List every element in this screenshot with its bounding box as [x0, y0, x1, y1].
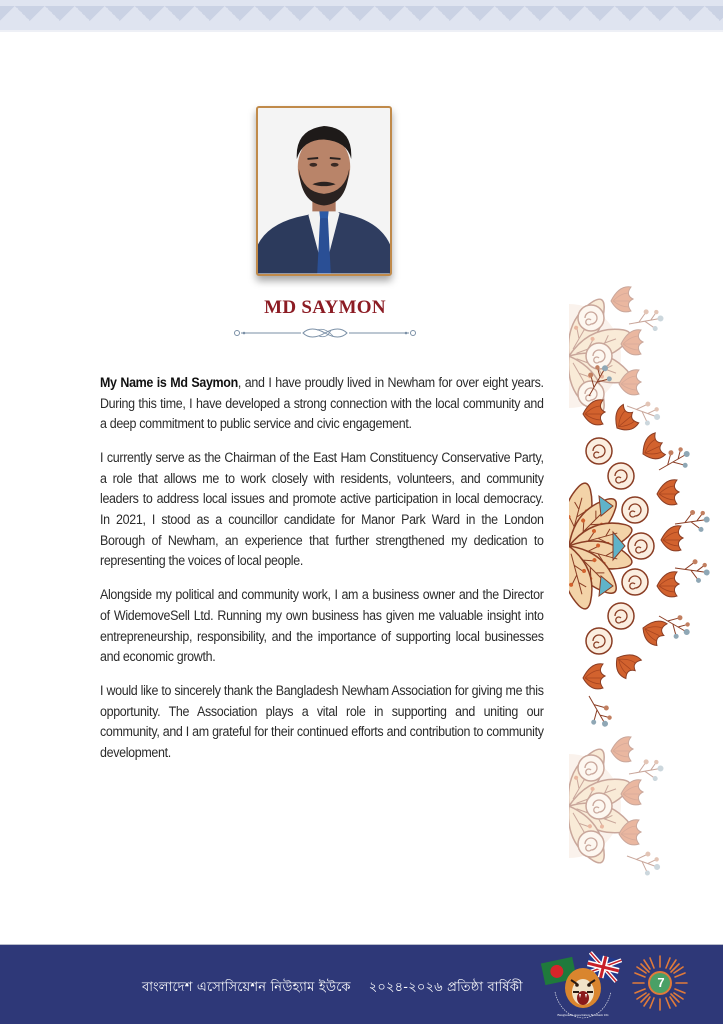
logo-ring-text: Bangladesh Association Newham UK [557, 1013, 609, 1017]
divider-ornament-icon [231, 324, 419, 342]
association-logo-icon [541, 950, 625, 1020]
intro-bold-lead: My Name is Md Saymon [100, 375, 238, 390]
biography-text [100, 373, 544, 777]
intro-text: , and I have proudly lived in Newham for over eight years. During this time, I have developed a strong connection with the local community and a deep commitment to public service and civic engagement. [100, 375, 544, 432]
top-decorative-band [0, 0, 723, 32]
footer-bar [0, 944, 723, 1024]
paragraph-chairman: I currently serve as the Chairman of the East Ham Constituency Conservative Party, a role that allows me to work closely with residents, volunteers, and community leaders to address local issues and promote active participation in local democracy. In 2021, I stood as a councillor candidate for Manor Park Ward in the London Borough of Newham, an experience that further strengthened my dedication to representing the voices of local people. [100, 450, 544, 569]
mandala-decoration-icon [569, 276, 723, 888]
paragraph-business: Alongside my political and community work, I am a business owner and the Director of WidemoveSell Ltd. Running my own business has given me valuable insight into entrepreneurship, responsibility, and the importance of supporting local businesses and economic growth. [100, 587, 544, 665]
association-name-bengali: বাংলাদেশ এসোসিয়েশন নিউহ্যাম ইউকে [142, 980, 351, 995]
person-name-heading: MD SAYMON [264, 297, 386, 318]
portrait-image [258, 108, 390, 274]
footer-title [142, 978, 523, 999]
paragraph-intro [100, 373, 544, 435]
anniversary-bengali: ২০২৪-২০২৬ প্রতিষ্ঠা বার্ষিকী [368, 980, 523, 995]
page-number: 7 [657, 975, 665, 990]
profile-photo [256, 106, 392, 276]
paragraph-thanks: I would like to sincerely thank the Bangladesh Newham Association for giving me this opportunity. The Association plays a vital role in supporting and uniting our community, and I am grateful for their continued efforts and contribution to community development. [100, 683, 544, 760]
